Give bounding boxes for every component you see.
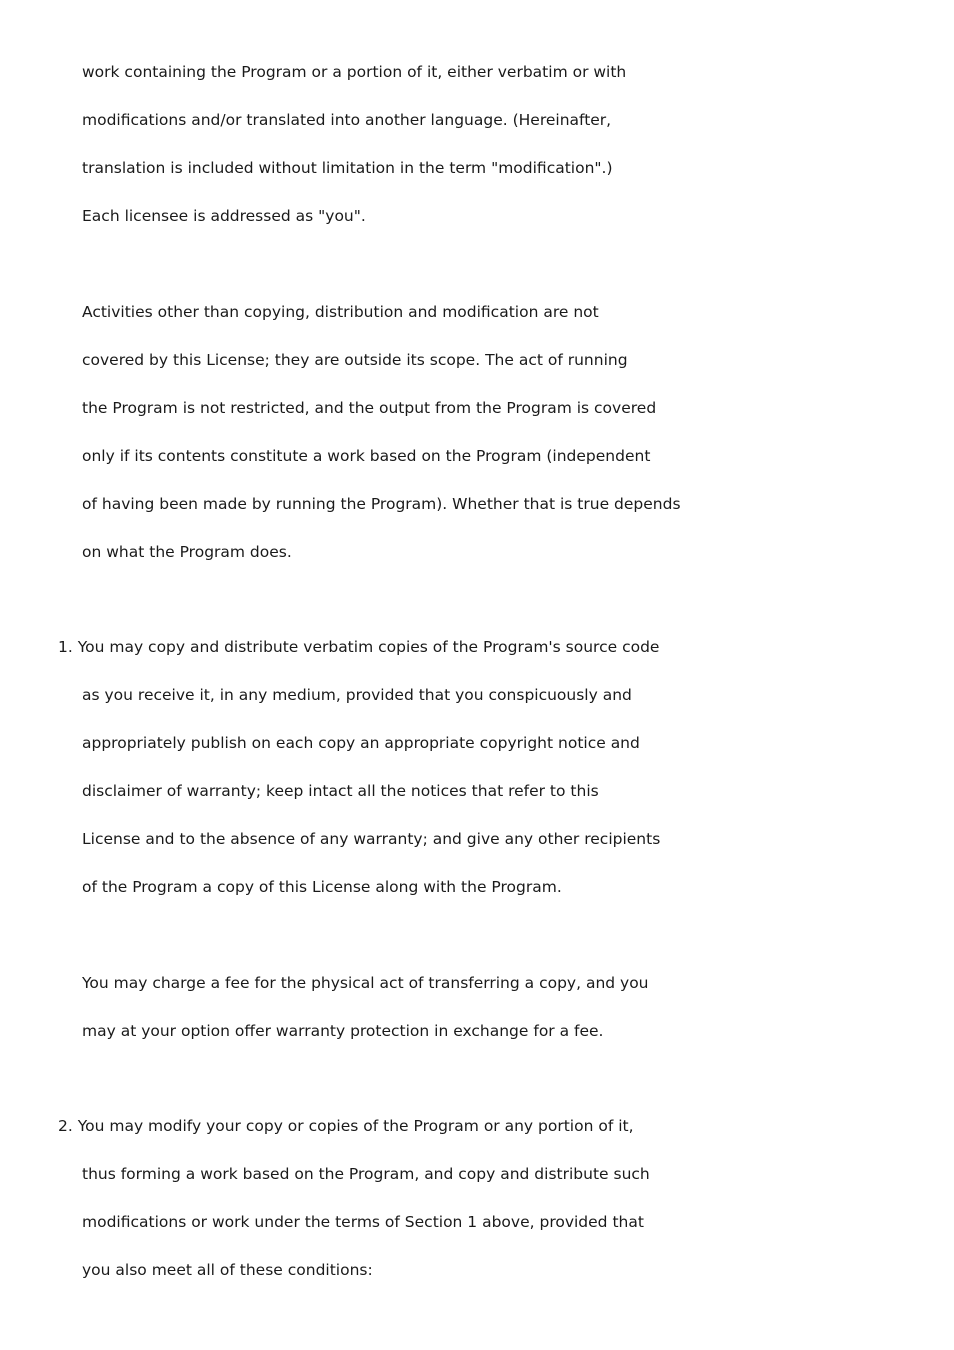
text-line: as you receive it, in any medium, provided that you conspicuously and xyxy=(82,686,632,704)
text-line: only if its contents constitute a work based on the Program (independent xyxy=(82,447,651,465)
text-line: the Program is not restricted, and the output from the Program is covered xyxy=(82,399,657,417)
text-line: of the Program a copy of this License along with the Program. xyxy=(82,878,562,896)
numbered-clause-line: 2. You may modify your copy or copies of the Program or any portion of it, xyxy=(58,1117,634,1135)
text-line: of having been made by running the Program). Whether that is true depends xyxy=(82,495,681,513)
text-line: thus forming a work based on the Program, and copy and distribute such xyxy=(82,1165,650,1183)
text-line: appropriately publish on each copy an appropriate copyright notice and xyxy=(82,734,640,752)
text-line: You may charge a fee for the physical act of transferring a copy, and you xyxy=(82,974,649,992)
text-line: you also meet all of these conditions: xyxy=(82,1261,373,1279)
text-line: on what the Program does. xyxy=(82,543,292,561)
text-line: may at your option offer warranty protection in exchange for a fee. xyxy=(82,1022,604,1040)
text-line: covered by this License; they are outside its scope. The act of running xyxy=(82,351,628,369)
text-line: Activities other than copying, distribution and modification are not xyxy=(82,303,599,321)
text-line: modifications or work under the terms of Section 1 above, provided that xyxy=(82,1213,644,1231)
text-line: disclaimer of warranty; keep intact all the notices that refer to this xyxy=(82,782,599,800)
text-line: translation is included without limitation in the term "modification".) xyxy=(82,159,613,177)
text-line: License and to the absence of any warranty; and give any other recipients xyxy=(82,830,661,848)
text-line: Each licensee is addressed as "you". xyxy=(82,207,366,225)
text-line: work containing the Program or a portion of it, either verbatim or with xyxy=(82,63,627,81)
text-line: modifications and/or translated into another language. (Hereinafter, xyxy=(82,111,612,129)
numbered-clause-line: 1. You may copy and distribute verbatim copies of the Program's source code xyxy=(58,638,660,656)
